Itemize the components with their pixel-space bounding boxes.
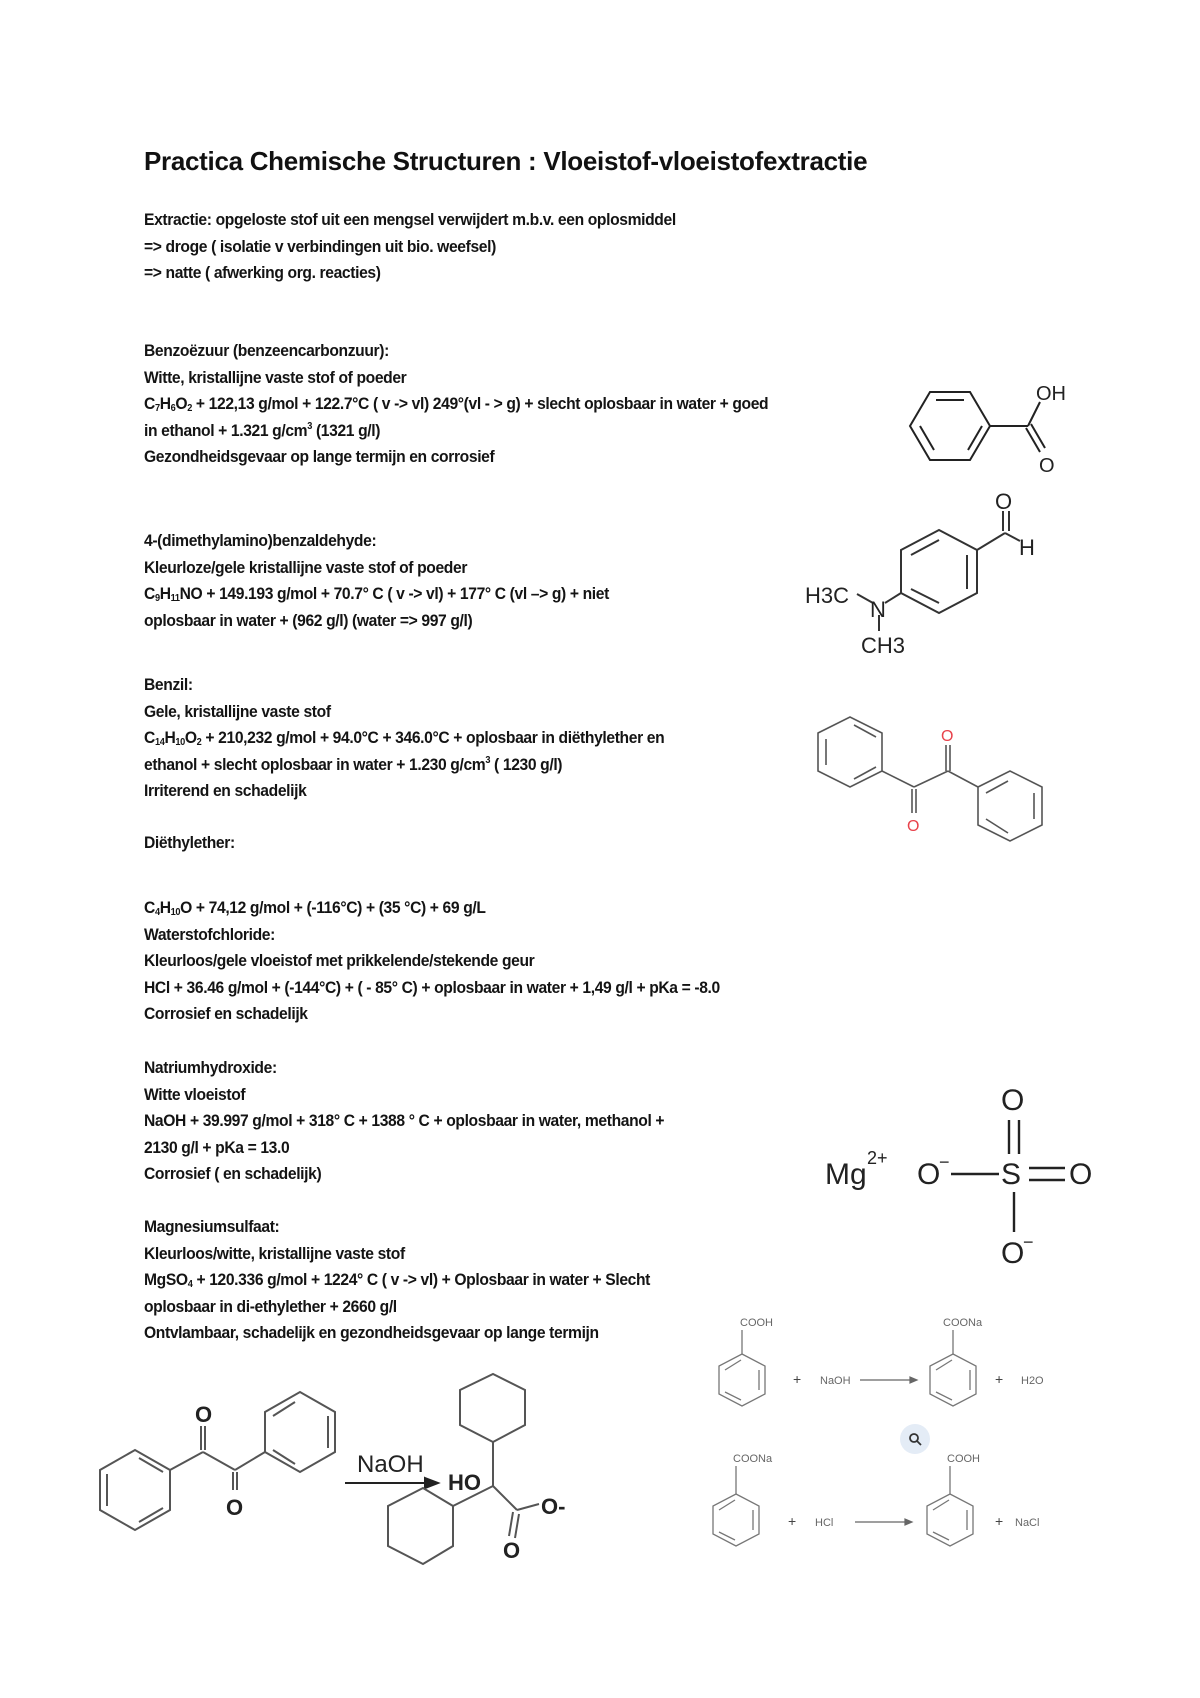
- properties-text: + 120.336 g/mol + 1224° C ( v -> vl) + Oplosbaar in water + Slecht: [192, 1270, 650, 1289]
- oxygen-label: O: [941, 728, 954, 745]
- formula-part: C: [144, 898, 155, 917]
- o-label: O: [1039, 455, 1055, 477]
- properties-text: + 210,232 g/mol + 94.0°C + 346.0°C + oplosbaar in diëthylether en: [201, 728, 665, 747]
- formula-subscript: 7: [154, 403, 160, 414]
- magnifier-icon: [908, 1432, 922, 1446]
- formula-subscript: 4: [187, 1279, 193, 1290]
- section-properties-cont: oplosbaar in di-ethylether + 2660 g/l: [144, 1296, 397, 1316]
- product-group: COOH: [947, 1453, 980, 1465]
- reaction-benzoic-acid-naoh: [705, 1310, 1085, 1420]
- superscript: 3: [307, 420, 312, 432]
- o-label: O: [226, 1495, 244, 1520]
- section-description: Witte vloeistof: [144, 1084, 246, 1104]
- mgso4-structure: [825, 1080, 1105, 1280]
- section-properties: HCl + 36.46 g/mol + (-144°C) + ( - 85° C) + oplosbaar in water + 1,49 g/l + pKa = -8.0: [144, 977, 720, 997]
- oh-label: OH: [1036, 383, 1066, 405]
- formula-subscript: 14: [154, 737, 165, 748]
- formula-subscript: 2: [196, 737, 202, 748]
- h3c-label: H3C: [805, 583, 850, 608]
- o-left-label: O: [917, 1158, 941, 1191]
- properties-text: + 149.193 g/mol + 70.7° C ( v -> vl) + 177° C (vl –> g) + niet: [202, 584, 609, 603]
- formula-subscript: 11: [170, 593, 180, 604]
- oxygen-label: O: [907, 818, 920, 835]
- section-description: Gele, kristallijne vaste stof: [144, 701, 331, 721]
- byproduct-label: NaCl: [1015, 1517, 1040, 1529]
- mg-label: Mg: [825, 1158, 867, 1191]
- section-hazard: Ontvlambaar, schadelijk en gezondheidsgevaar op lange termijn: [144, 1323, 599, 1342]
- section-description: Witte, kristallijne vaste stof of poeder: [144, 367, 407, 387]
- formula-part: C: [144, 728, 155, 747]
- section-heading: Benzoëzuur (benzeencarbonzuur):: [144, 341, 389, 360]
- section-dimethylaminobenzaldehyde: [144, 528, 609, 634]
- plus-sign: +: [995, 1513, 1004, 1529]
- intro-dry: => droge ( isolatie v verbindingen uit bio. weefsel): [144, 236, 496, 256]
- formula-subscript: 6: [170, 403, 176, 414]
- n-label: N: [870, 597, 886, 622]
- section-properties-cont: [144, 752, 664, 779]
- minus-label: −: [939, 1152, 950, 1172]
- formula-part: C: [144, 394, 155, 413]
- properties-text: in ethanol + 1.321 g/cm: [144, 420, 308, 440]
- properties-text: + 74,12 g/mol + (-116°C) + (35 °C) + 69 g/L: [191, 898, 486, 917]
- plus-sign: +: [995, 1371, 1004, 1387]
- section-hazard: Irriterend en schadelijk: [144, 781, 307, 800]
- section-properties: [144, 725, 664, 752]
- section-benzil: [144, 672, 664, 805]
- section-properties-cont: 2130 g/l + pKa = 13.0: [144, 1137, 290, 1157]
- superscript: 3: [485, 754, 491, 766]
- formula-part: NO: [179, 584, 203, 603]
- benzilic-rearrangement-scheme: [95, 1370, 595, 1570]
- formula-part: H: [159, 394, 171, 413]
- properties-text: (1321 g/l): [311, 420, 381, 440]
- section-heading-waterstofchloride: Waterstofchloride:: [144, 924, 275, 944]
- formula-part: O: [175, 394, 188, 413]
- formula-subscript: 9: [154, 593, 160, 604]
- benzoic-acid-structure: [900, 380, 1080, 480]
- o-bottom-label: O: [1001, 1237, 1025, 1270]
- byproduct-label: H2O: [1021, 1375, 1044, 1387]
- section-natriumhydroxide: [144, 1055, 664, 1188]
- o-label: O: [195, 1402, 213, 1427]
- o-right-label: O: [1069, 1158, 1093, 1191]
- mg-charge: 2+: [867, 1148, 888, 1168]
- section-heading: 4-(dimethylamino)benzaldehyde:: [144, 531, 377, 550]
- section-magnesiumsulfaat: [144, 1214, 650, 1347]
- formula-part: O: [180, 898, 192, 917]
- section-heading: Magnesiumsulfaat:: [144, 1217, 280, 1236]
- formula-subscript: 2: [187, 403, 192, 414]
- formula-subscript: 10: [175, 737, 185, 748]
- plus-sign: +: [793, 1371, 802, 1387]
- section-properties: [144, 581, 609, 608]
- section-heading: Diëthylether:: [144, 833, 235, 852]
- section-properties-cont: oplosbaar in water + (962 g/l) (water => 997 g/l): [144, 610, 473, 630]
- plus-sign: +: [788, 1513, 797, 1529]
- product-group: COONa: [943, 1317, 983, 1329]
- section-description: Kleurloos/witte, kristallijne vaste stof: [144, 1243, 405, 1263]
- reagent-label: NaOH: [820, 1375, 851, 1387]
- formula-part: O: [184, 728, 197, 747]
- section-heading: Benzil:: [144, 675, 193, 694]
- o-label: O: [995, 489, 1013, 514]
- o-minus-label: O-: [541, 1494, 566, 1519]
- section-properties: NaOH + 39.997 g/mol + 318° C + 1388 ° C + oplosbaar in water, methanol +: [144, 1111, 665, 1130]
- section-properties: [144, 391, 768, 418]
- o-top-label: O: [1001, 1084, 1025, 1117]
- section-properties-cont: [144, 418, 768, 445]
- minus-label: −: [1023, 1232, 1034, 1252]
- section-properties: [144, 1267, 650, 1294]
- o-label: O: [503, 1538, 521, 1563]
- properties-text: + 122,13 g/mol + 122.7°C ( v -> vl) 249°(vl - > g) + slecht oplosbaar in water + goed: [191, 394, 769, 413]
- section-benzoezuur: [144, 338, 768, 471]
- intro-definition: Extractie: opgeloste stof uit een mengsel verwijdert m.b.v. een oplosmiddel: [144, 210, 676, 229]
- formula-part: H: [159, 898, 171, 917]
- section-hazard: Gezondheidsgevaar op lange termijn en corrosief: [144, 447, 495, 466]
- ho-label: HO: [448, 1470, 481, 1495]
- formula-part: MgSO: [144, 1270, 188, 1289]
- reactant-group: COONa: [733, 1453, 773, 1465]
- properties-text: ethanol + slecht oplosbaar in water + 1.230 g/cm: [144, 754, 486, 774]
- section-description: Kleurloze/gele kristallijne vaste stof of poeder: [144, 557, 468, 577]
- formula-part: C: [144, 584, 155, 603]
- section-diethylether-props: [144, 895, 720, 1028]
- formula-part: H: [164, 728, 176, 747]
- benzil-structure: [810, 715, 1060, 845]
- properties-text: ( 1230 g/l): [490, 754, 563, 774]
- h-label: H: [1019, 535, 1035, 560]
- ch3-label: CH3: [861, 633, 906, 658]
- intro-wet: => natte ( afwerking org. reacties): [144, 263, 381, 282]
- section-diethylether: [144, 830, 235, 857]
- reagent-label: HCl: [815, 1517, 834, 1529]
- dmab-structure: [805, 489, 1045, 675]
- section-properties: [144, 895, 720, 922]
- intro-section: [144, 207, 676, 287]
- reaction-sodium-benzoate-hcl: [705, 1448, 1085, 1558]
- formula-subscript: 4: [154, 907, 160, 918]
- section-heading: Natriumhydroxide:: [144, 1058, 277, 1077]
- formula-part: H: [159, 584, 171, 603]
- section-hazard: Corrosief en schadelijk: [144, 1004, 308, 1023]
- section-description: Kleurloos/gele vloeistof met prikkelende/stekende geur: [144, 951, 535, 970]
- section-hazard: Corrosief ( en schadelijk): [144, 1164, 322, 1183]
- reactant-group: COOH: [740, 1317, 773, 1329]
- reagent-label: NaOH: [357, 1451, 424, 1478]
- page-title: Practica Chemische Structuren : Vloeistof-vloeistofextractie: [144, 146, 868, 176]
- formula-subscript: 10: [170, 907, 181, 918]
- s-label: S: [1001, 1158, 1022, 1191]
